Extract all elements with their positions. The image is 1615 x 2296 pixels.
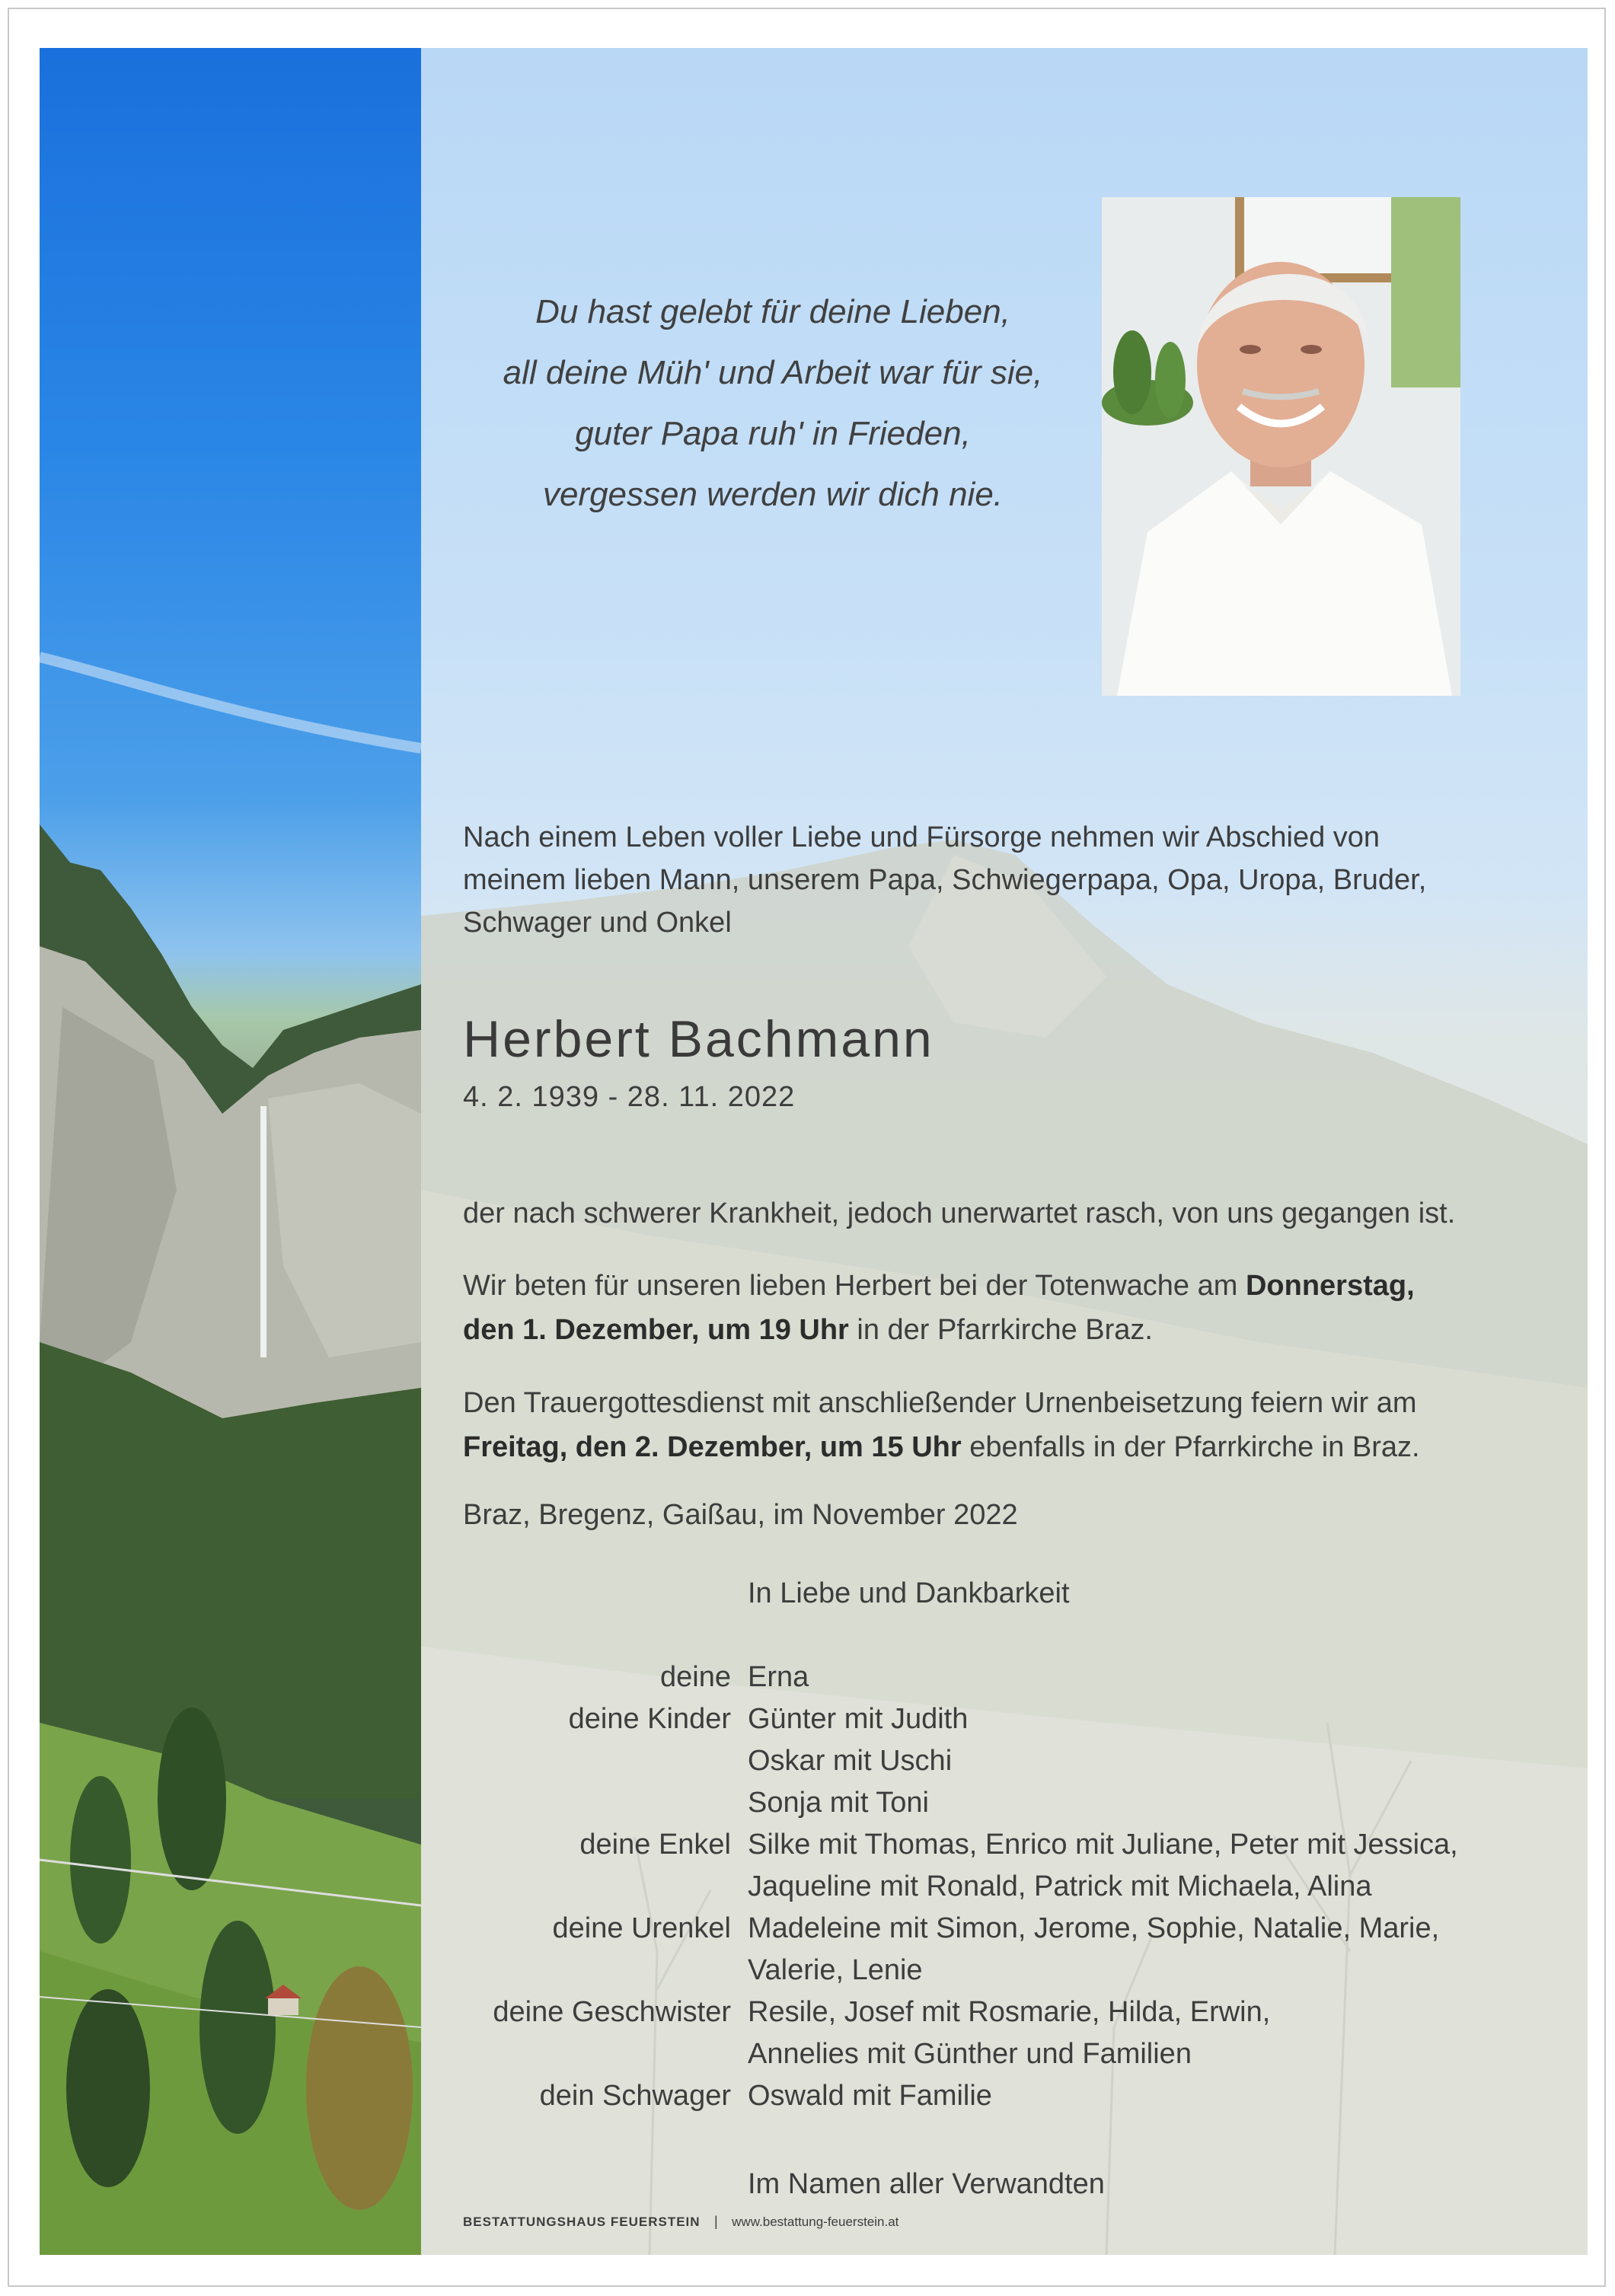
landscape-photo-strip [40,48,421,2255]
mourner-names: Madeleine mit Simon, Jerome, Sophie, Natalie, Marie, [748,1912,1440,1944]
closing-line: Im Namen aller Verwandten [748,2168,1105,2200]
service-date-time: Freitag, den 2. Dezember, um 15 Uhr [463,1431,962,1463]
funeral-home-url[interactable]: www.bestattung-feuerstein.at [732,2215,899,2229]
quote-line: vergessen werden wir dich nie. [542,476,1004,513]
mourner-role: deine Geschwister [493,1996,731,2028]
mourner-row [463,1661,1529,1703]
footer [463,2214,898,2230]
quote-line: all deine Müh' und Arbeit war für sie, [503,354,1043,391]
service-location: ebenfalls in der Pfarrkirche in Braz. [961,1431,1420,1463]
mourner-names: Jaqueline mit Ronald, Patrick mit Michaela, Alina [748,1870,1372,1902]
mourner-row [463,1954,1529,1996]
wake-day: Donnerstag, [1245,1270,1415,1302]
wake-date-time: den 1. Dezember, um 19 Uhr [463,1314,849,1346]
place-and-date: Braz, Bregenz, Gaißau, im November 2022 [463,1499,1018,1531]
mourner-row [463,1745,1529,1787]
service-announcement [463,1381,1529,1469]
mourner-row [463,1912,1529,1954]
life-dates: 4. 2. 1939 - 28. 11. 2022 [463,1081,796,1113]
intro-text [463,816,1529,944]
thanks-line: In Liebe und Dankbarkeit [748,1577,1070,1609]
mourner-names: Oskar mit Uschi [748,1745,953,1777]
mourner-row [463,1703,1529,1745]
quote-line: guter Papa ruh' in Frieden, [575,415,971,452]
wake-announcement [463,1264,1529,1352]
mourner-names: Günter mit Judith [748,1703,969,1735]
mourners-list [463,1661,1529,2122]
passing-text: der nach schwerer Krankheit, jedoch unerwartet rasch, von uns gegangen ist. [463,1197,1456,1229]
quote-line: Du hast gelebt für deine Lieben, [535,293,1010,330]
mountain-waterfall-image [40,48,421,2255]
intro-line: meinem lieben Mann, unserem Papa, Schwiegerpapa, Opa, Uropa, Bruder, [463,864,1427,896]
deceased-portrait-photo [1102,197,1460,696]
mourner-role: deine [660,1661,731,1693]
mourner-role: deine Urenkel [552,1912,731,1944]
mourner-row [463,2038,1529,2080]
service-text: Den Trauergottesdienst mit anschließender Urnenbeisetzung feiern wir am [463,1387,1417,1419]
wake-location: in der Pfarrkirche Braz. [848,1314,1153,1346]
mourner-names: Resile, Josef mit Rosmarie, Hilda, Erwin, [748,1996,1271,2028]
mourner-row [463,1787,1529,1829]
mourner-role: deine Enkel [579,1829,731,1861]
mourner-names: Sonja mit Toni [748,1787,929,1819]
mourner-names: Annelies mit Günther und Familien [748,2038,1192,2070]
intro-line: Schwager und Onkel [463,907,732,939]
wake-text: Wir beten für unseren lieben Herbert bei der Totenwache am [463,1270,1246,1302]
mourner-row [463,1829,1529,1870]
deceased-name: Herbert Bachmann [463,1010,934,1068]
mourner-role: deine Kinder [568,1703,731,1735]
mourner-names: Silke mit Thomas, Enrico mit Juliane, Peter mit Jessica, [748,1829,1458,1861]
mourner-names: Oswald mit Familie [748,2080,992,2112]
memorial-quote [449,282,1096,525]
mourner-row [463,1870,1529,1912]
mourner-role: dein Schwager [539,2080,731,2112]
mourner-names: Valerie, Lenie [748,1954,923,1986]
mourner-row [463,2080,1529,2122]
funeral-home-name: BESTATTUNGSHAUS FEUERSTEIN [463,2215,701,2229]
intro-line: Nach einem Leben voller Liebe und Fürsorge nehmen wir Abschied von [463,821,1380,853]
footer-separator: | [714,2214,718,2229]
mourner-row [463,1996,1529,2038]
mourner-names: Erna [748,1661,809,1693]
